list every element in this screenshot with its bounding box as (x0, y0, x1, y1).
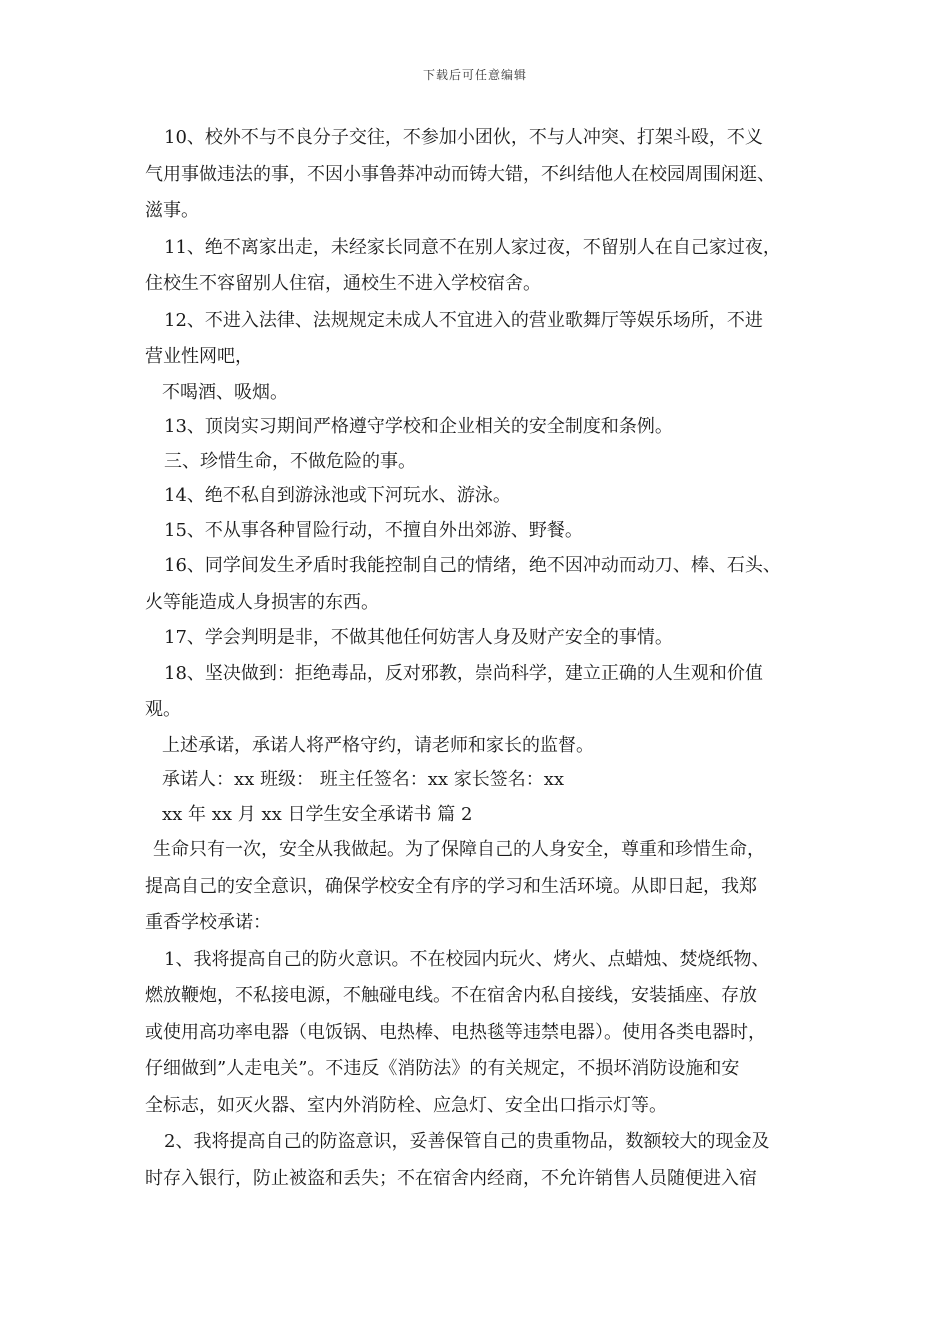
text-line: 住校生不容留别人住宿，通校生不进入学校宿舍。 (145, 273, 541, 294)
text-line: xx 年 xx 月 xx 日学生安全承诺书 篇 2 (162, 803, 473, 825)
text-line: 18、坚决做到：拒绝毒品，反对邪教，崇尚科学，建立正确的人生观和价值 (164, 662, 763, 684)
text-line: 或使用高功率电器（电饭锅、电热棒、电热毯等违禁电器）。使用各类电器时， (145, 1021, 766, 1043)
text-line: 13、顶岗实习期间严格遵守学校和企业相关的安全制度和条例。 (164, 416, 673, 437)
text-line: 气用事做违法的事，不因小事鲁莽冲动而铸大错，不纠结他人在校园周围闲逛、 (145, 163, 775, 185)
text-line: 火等能造成人身损害的东西。 (145, 591, 379, 613)
text-line: 承诺人：xx 班级： 班主任签名：xx 家长签名：xx (162, 769, 565, 790)
text-line: 时存入银行，防止被盗和丢失；不在宿舍内经商，不允许销售人员随便进入宿 (145, 1167, 757, 1189)
text-line: 10、校外不与不良分子交往，不参加小团伙，不与人冲突、打架斗殴，不义 (164, 127, 763, 148)
text-line: 1、我将提高自己的防火意识。不在校园内玩火、烤火、点蜡烛、焚烧纸物、 (164, 948, 770, 970)
text-line: 11、绝不离家出走，未经家长同意不在别人家过夜，不留别人在自己家过夜， (164, 236, 781, 258)
text-line: 上述承诺，承诺人将严格守约，请老师和家长的监督。 (162, 734, 594, 756)
text-line: 生命只有一次，安全从我做起。为了保障自己的人身安全，尊重和珍惜生命， (153, 839, 765, 860)
text-line: 提高自己的安全意识，确保学校安全有序的学习和生活环境。从即日起，我郑 (145, 875, 757, 897)
text-line: 17、学会判明是非，不做其他任何妨害人身及财产安全的事情。 (164, 627, 673, 648)
text-line: 2、我将提高自己的防盗意识，妥善保管自己的贵重物品，数额较大的现金及 (164, 1131, 770, 1152)
text-line: 不喝酒、吸烟。 (162, 381, 288, 403)
text-line: 全标志，如灭火器、室内外消防栓、应急灯、安全出口指示灯等。 (145, 1094, 667, 1116)
text-line: 仔细做到”人走电关”。不违反《消防法》的有关规定，不损坏消防设施和安 (145, 1058, 740, 1079)
page-header-note: 下载后可任意编辑 (422, 68, 527, 82)
text-line: 12、不进入法律、法规规定未成人不宜进入的营业歌舞厅等娱乐场所，不进 (164, 309, 763, 331)
text-line: 16、同学间发生矛盾时我能控制自己的情绪，绝不因冲动而动刀、棒、石头、 (164, 555, 781, 576)
document-body (145, 120, 825, 1197)
text-line: 观。 (145, 699, 181, 720)
text-line: 重香学校承诺： (145, 912, 271, 933)
text-line: 滋事。 (145, 200, 199, 221)
text-line: 燃放鞭炮，不私接电源，不触碰电线。不在宿舍内私自接线，安装插座、存放 (145, 985, 757, 1006)
text-line: 15、不从事各种冒险行动，不擅自外出郊游、野餐。 (164, 519, 583, 541)
text-line: 营业性网吧， (145, 346, 253, 367)
text-line: 三、珍惜生命，不做危险的事。 (164, 450, 416, 472)
text-line: 14、绝不私自到游泳池或下河玩水、游泳。 (164, 485, 511, 506)
